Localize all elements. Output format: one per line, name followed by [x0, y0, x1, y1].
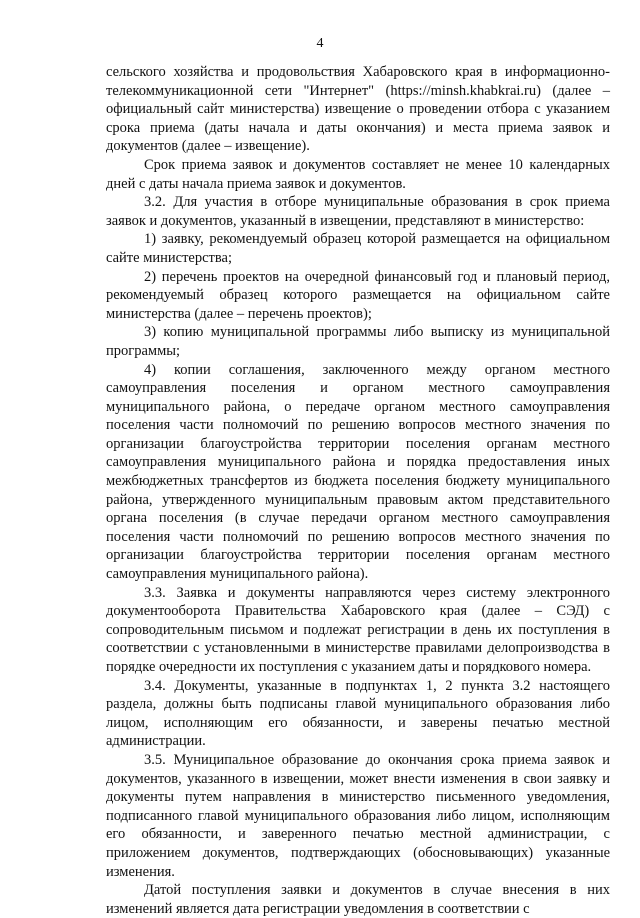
paragraph-continuation: сельского хозяйства и продовольствия Хабаровского края в информационно-телекоммуникационной сети "Интернет" (https://minsh.khabkrai.ru) (далее – официальный сайт министерства) извещение о проведении отбора с указанием срока приема (даты начала и даты окончания) и места приема заявок и документов (далее – извещение). [106, 64, 610, 155]
page-number: 4 [316, 36, 324, 51]
list-item-2: 2) перечень проектов на очередной финансовый год и плановый период, рекомендуемый образец которого размещается на официальном сайте министерства (далее – перечень проектов); [106, 268, 610, 322]
paragraph-3-2: 3.2. Для участия в отборе муниципальные образования в срок приема заявок и документов, указанный в извещении, представляют в министерство: [106, 194, 610, 229]
paragraph-3-4: 3.4. Документы, указанные в подпунктах 1, 2 пункта 3.2 настоящего раздела, должны быть подписаны главой муниципального образования либо лицом, исполняющим его обязанности, и заверены печатью местной администрации. [106, 677, 610, 750]
paragraph-3-3: 3.3. Заявка и документы направляются через систему электронного документооборота Правительства Хабаровского края (далее – СЭД) с сопроводительным письмом и подлежат регистрации в день их поступления в соответствии с установленными в министерстве правилами делопроизводства в порядке очередности их поступления с указанием даты и порядкового номера. [106, 584, 610, 675]
document-body [106, 63, 610, 918]
list-item-1: 1) заявку, рекомендуемый образец которой размещается на официальном сайте министерства; [106, 231, 610, 266]
list-item-3: 3) копию муниципальной программы либо выписку из муниципальной программы; [106, 324, 610, 359]
paragraph-deadline: Срок приема заявок и документов составляет не менее 10 календарных дней с даты начала приема заявок и документов. [106, 156, 610, 192]
paragraph-date-of-receipt: Датой поступления заявки и документов в случае внесения в них изменений является дата регистрации уведомления в соответствии с [106, 882, 610, 917]
list-item-4: 4) копии соглашения, заключенного между органом местного самоуправления поселения и органом местного самоуправления муниципального района, о передаче органом местного самоуправления поселения части полномочий по решению вопросов местного значения по организации благоустройства территории поселения органам местного самоуправления муниципального района и порядка предоставления иных межбюджетных трансфертов из бюджета поселения бюджету муниципального района, утвержденного муниципальным правовым актом представительного органа поселения (в случае передачи органом местного самоуправления поселения части полномочий по решению вопросов местного значения по организации благоустройства территории поселения органам местного самоуправления муниципального района). [106, 361, 610, 583]
paragraph-3-5: 3.5. Муниципальное образование до окончания срока приема заявок и документов, указанного в извещении, может внести изменения в свои заявку и документы путем направления в министерство письменного уведомления, подписанного главой муниципального образования либо лицом, исполняющим его обязанности, и заверенного печатью местной администрации, с приложением документов, подтверждающих (обосновывающих) указанные изменения. [106, 751, 610, 880]
